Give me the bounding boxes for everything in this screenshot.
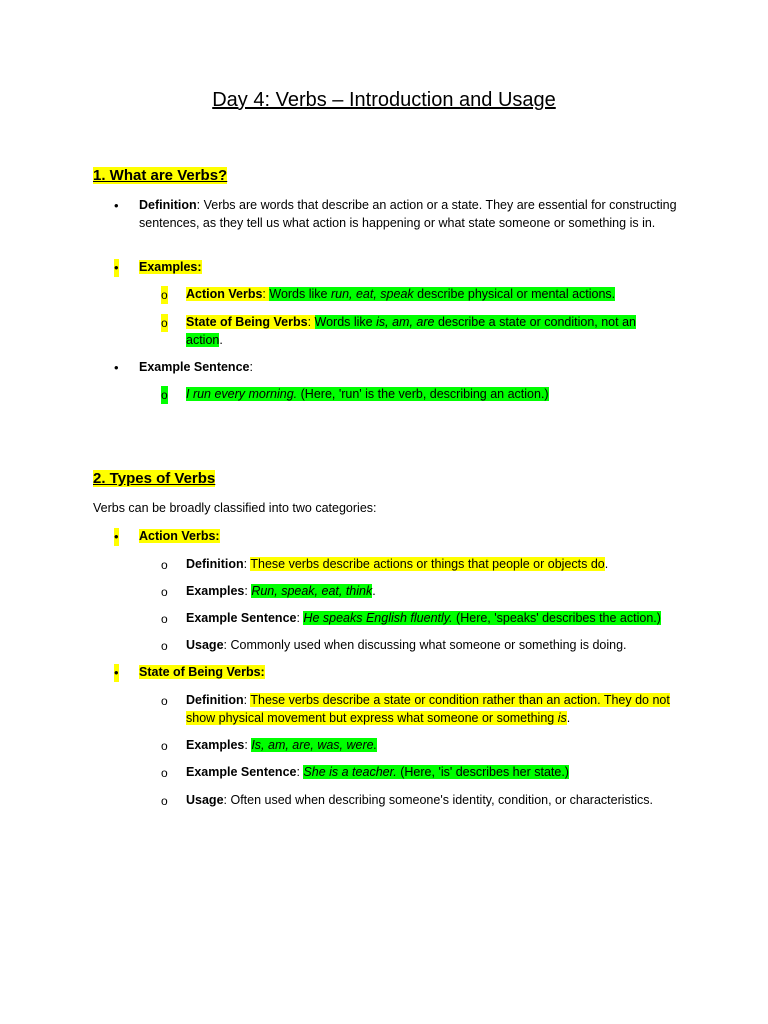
bullet-dot: • (114, 260, 119, 275)
bullet-circle: o (161, 612, 168, 626)
bullet-dot: • (114, 529, 119, 544)
state-verbs-heading: State of Being Verbs: (139, 665, 265, 679)
state-usage: Usage: Often used when describing someone's identity, condition, or characteristics. (186, 793, 653, 807)
action-verbs-heading: Action Verbs: (139, 529, 220, 543)
state-verbs-item: State of Being Verbs: Words like is, am, are describe a state or condition, not an action. (186, 315, 636, 347)
bullet-circle: o (161, 585, 168, 599)
bullet-circle: o (161, 316, 168, 330)
example-sentence-item: I run every morning. (Here, 'run' is the verb, describing an action.) (186, 387, 549, 401)
bullet-circle: o (161, 739, 168, 753)
state-examples: Examples: Is, am, are, was, were. (186, 738, 378, 752)
bullet-circle: o (161, 766, 168, 780)
bullet-circle: o (161, 558, 168, 572)
action-example-sentence: Example Sentence: He speaks English fluently. (Here, 'speaks' describes the action.) (186, 611, 661, 625)
action-verbs-item: Action Verbs: Words like run, eat, speak describe physical or mental actions. (186, 287, 616, 301)
state-example-sentence: Example Sentence: She is a teacher. (Here, 'is' describes her state.) (186, 765, 569, 779)
bullet-circle: o (161, 694, 168, 708)
state-definition: Definition: These verbs describe a state or condition rather than an action. They do not show physical movement but express what someone or something is. (186, 693, 670, 725)
bullet-dot: • (114, 360, 119, 375)
examples-label: Examples: (139, 260, 202, 274)
action-examples: Examples: Run, speak, eat, think. (186, 584, 376, 598)
bullet-circle: o (161, 388, 168, 402)
bullet-circle: o (161, 639, 168, 653)
action-usage: Usage: Commonly used when discussing what someone or something is doing. (186, 638, 627, 652)
example-sentence-label: Example Sentence: (139, 360, 253, 374)
bullet-circle: o (161, 794, 168, 808)
section-2-intro: Verbs can be broadly classified into two categories: (93, 501, 377, 515)
definition-paragraph: Definition: Verbs are words that describe an action or a state. They are essential for constructing sentences, as they tell us what action is happening or what state someone or something is in. (139, 198, 677, 230)
bullet-dot: • (114, 198, 119, 213)
section-1-heading: 1. What are Verbs? (93, 167, 228, 184)
section-2-heading: 2. Types of Verbs (93, 470, 216, 487)
page-title: Day 4: Verbs – Introduction and Usage (212, 89, 556, 111)
action-definition: Definition: These verbs describe actions or things that people or objects do. (186, 557, 609, 571)
bullet-dot: • (114, 665, 119, 680)
bullet-circle: o (161, 288, 168, 302)
